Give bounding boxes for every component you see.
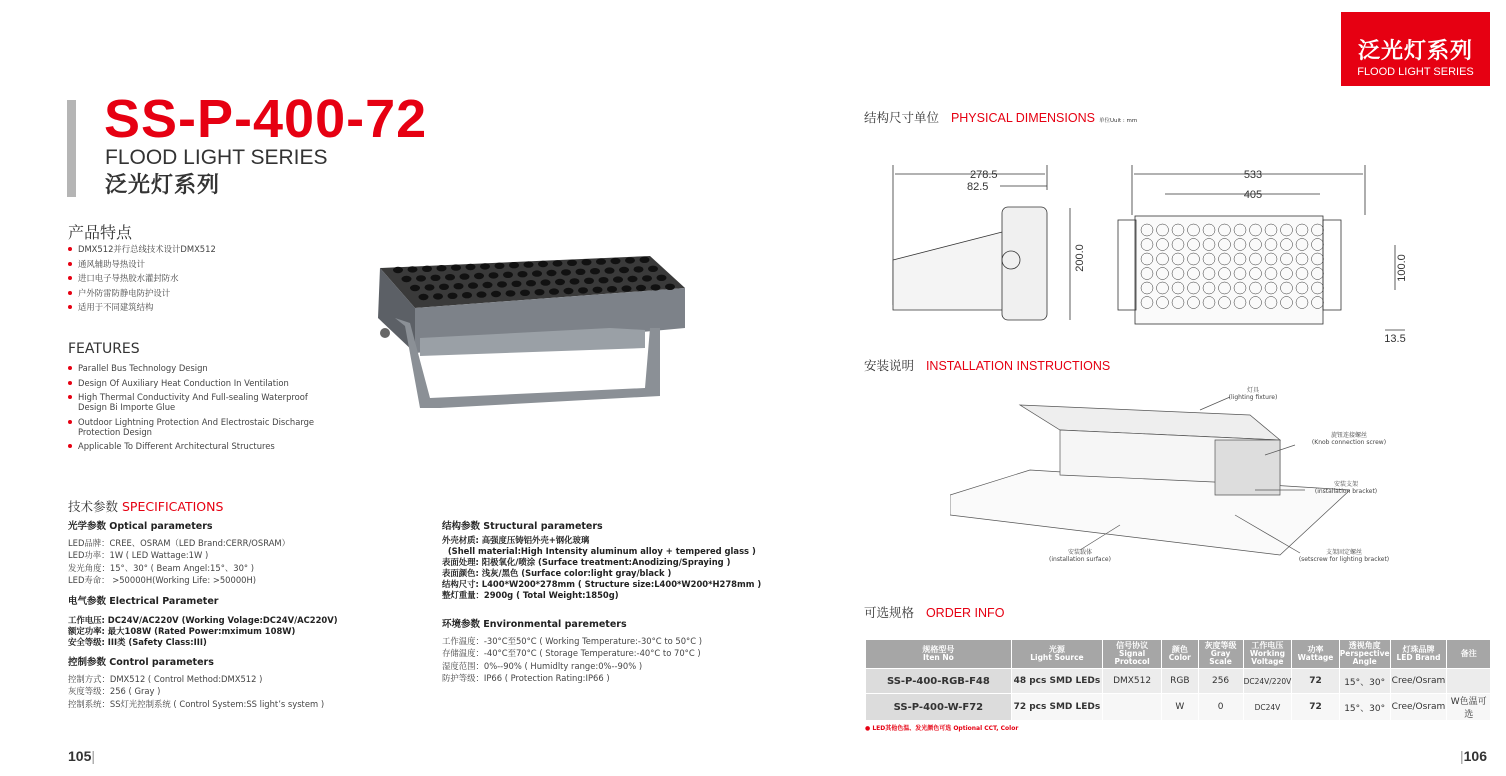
label-en: (lighting fixture) [1228,394,1278,401]
led-lens-icon [512,281,522,287]
table-cell: 72 [1292,693,1339,720]
led-lens-icon [466,264,476,270]
spec-line: 存储温度：-40°C至70°C ( Storage Temperature:-40°C to 70°C ) [442,648,701,659]
led-lens-icon [570,278,580,284]
column-header [1340,640,1390,668]
structural-params [442,521,782,601]
features-en-list [68,363,328,456]
led-lens-icon [468,282,478,288]
product-model-title: SS-P-400-72 [104,89,428,149]
led-lens-icon [555,279,565,285]
label-en: (Knob connection screw) [1311,439,1387,446]
table-cell: 15°、30° [1340,668,1390,693]
table-cell: DMX512 [1103,668,1161,693]
led-lens-icon [520,290,530,296]
led-lens-icon [640,257,650,263]
led-lens-icon [480,263,490,269]
led-lens-icon [599,277,609,283]
table-cell: 72 pcs SMD LEDs [1012,693,1102,720]
order-note: ● LED其他色温、发光颜色可选 Optional CCT, Color [865,725,1019,732]
installation-diagram [950,385,1350,570]
table-cell: 256 [1199,668,1243,693]
header-cn: 备注 [1460,649,1477,658]
column-header [1447,640,1490,668]
dimensions-heading [864,108,1137,126]
led-lens-icon [622,285,632,291]
label-en: (setscrew for lighting bracket) [1298,556,1390,563]
led-lens-icon [477,291,487,297]
column-header [1103,640,1161,668]
led-lens-icon [584,278,594,284]
led-lens-icon [419,294,429,300]
led-lens-icon [518,271,528,277]
heading-en: INSTALLATION INSTRUCTIONS [925,359,1111,373]
header-cn: 灯珠品牌 [1402,645,1435,654]
series-cn: 泛光灯系列 [105,173,221,198]
led-lens-icon [506,290,516,296]
section-heading: 环境参数 Environmental paremeters [442,619,627,630]
features-cn-list [68,244,328,317]
led-lens-icon [497,281,507,287]
led-lens-icon [553,260,563,266]
spec-line: 表面处理: 阳极氧化/喷涂 (Surface treatment:Anodizing/Spraying ) [442,556,731,567]
spec-line: 外壳材质: 高强度压铸铝外壳+钢化玻璃 [442,534,590,545]
table-cell: RGB [1162,668,1197,693]
table-header-row [866,640,1490,668]
table-cell: Cree/Osram [1391,668,1447,693]
led-lens-icon [538,261,548,267]
section-heading: 光学参数 Optical parameters [68,521,213,532]
list-item: DMX512并行总线技术设计DMX512 [68,244,328,254]
spec-line: LED寿命： >50000H(Working Life: >50000H) [68,575,257,586]
table-cell: DC24V/220V [1244,668,1292,693]
led-lens-icon [454,283,464,289]
order-info-heading [864,603,1004,621]
list-item: 通风辅助导热设计 [68,259,328,269]
spec-line: 工作温度：-30°C至50°C ( Working Temperature:-30°C to 50°C ) [442,635,703,646]
led-lens-icon [636,285,646,291]
column-header [1162,640,1197,668]
led-lens-icon [422,266,432,272]
dim-label: 533 [1243,169,1263,181]
heading-en: PHYSICAL DIMENSIONS [950,111,1095,125]
list-item: High Thermal Conductivity And Full-sealing Waterproof Design Bi Importe Glue [68,392,328,412]
label-cn: 安装支架 [1333,481,1358,488]
spec-heading-cn: 技术参数 [68,499,119,514]
label-knob-screw [1308,432,1390,446]
led-lens-icon [619,267,629,273]
header-en: Light Source [1030,653,1084,662]
header-cn: 光源 [1048,645,1065,654]
table-cell: 72 [1292,668,1339,693]
heading-cn: 可选规格 [864,605,915,620]
led-lens-icon [642,275,652,281]
spec-line: 防护等级：IP66 ( Protection Rating:IP66 ) [442,673,610,684]
page-number: 106 [1463,748,1487,764]
led-lens-icon [665,284,675,290]
led-lens-icon [448,293,458,299]
electrical-params [68,596,418,648]
heading-cn: 安装说明 [864,358,915,373]
led-lens-icon [596,258,606,264]
spec-line: LED品牌：CREE、OSRAM（LED Brand:CERR/OSRAM） [68,537,291,548]
led-lens-icon [657,275,667,281]
led-lens-icon [567,260,577,266]
label-en: (installation bracket) [1314,488,1378,495]
label-en: (installation surface) [1049,556,1111,563]
column-header [1199,640,1243,668]
spec-line: 安全等级: III类 (Safety Class:III) [68,636,207,647]
led-lens-icon [549,288,559,294]
label-installation-surface [1045,549,1115,563]
led-lens-icon [607,286,617,292]
list-item: Outdoor Lightning Protection And Electrostaic Discharge Protection Design [68,417,328,437]
section-heading: 控制参数 Control parameters [68,657,214,668]
header-en: LED Brand [1396,653,1441,662]
label-cn: 安装载体 [1067,549,1092,556]
table-cell: W [1162,693,1197,720]
led-lens-icon [410,285,420,291]
page-number-right: |106 [1460,748,1487,764]
column-header [866,640,1011,668]
series-en: FLOOD LIGHT SERIES [105,146,328,169]
heading-cn: 结构尺寸单位 [864,110,940,125]
label-installation-bracket [1306,481,1386,495]
spec-line: 控制系统：SS灯光控制系统 ( Control System:SS light’s system ) [68,698,325,709]
led-lens-icon [474,273,484,279]
dim-label: 100.0 [1396,254,1408,282]
table-cell: 48 pcs SMD LEDs [1012,668,1102,693]
led-lens-icon [648,266,658,272]
label-lighting-fixture [1218,387,1288,401]
installation-heading [864,356,1110,374]
led-lens-icon [634,266,644,272]
led-lens-icon [611,258,621,264]
led-lens-icon [535,289,545,295]
list-item: 户外防雷防静电防护设计 [68,288,328,298]
led-lens-icon [524,261,534,267]
table-cell: Cree/Osram [1391,693,1447,720]
dim-label: 82.5 [967,181,989,193]
led-lens-icon [439,284,449,290]
column-header [1292,640,1339,668]
features-en-heading: FEATURES [68,341,140,357]
page-number: 105 [68,748,92,764]
table-cell: 0 [1199,693,1243,720]
column-header [1012,640,1102,668]
label-cn: 灯具 [1246,387,1259,394]
table-row [866,693,1490,720]
list-item: Design Of Auxiliary Heat Conduction In Ventilation [68,378,328,388]
item-no-cell: SS-P-400-W-F72 [866,693,1011,720]
header-en: Color [1168,653,1191,662]
led-lens-icon [593,287,603,293]
led-lens-icon [460,273,470,279]
header-en: Wattage [1297,653,1334,662]
spec-line: (Shell material:High Intensity aluminum alloy + tempered glass ) [442,545,756,556]
led-lens-icon [491,291,501,297]
list-item: Parallel Bus Technology Design [68,363,328,373]
heading-en: ORDER INFO [925,606,1005,620]
label-cn: 支架固定螺丝 [1325,549,1362,556]
led-lens-icon [578,287,588,293]
header-cn: 功率 [1307,645,1324,654]
header-en: Working Voltage [1249,649,1285,666]
table-row [866,668,1490,693]
label-cn: 旋钮连接螺丝 [1330,432,1367,439]
list-item: 适用于不同建筑结构 [68,302,328,312]
label-setscrew [1296,549,1392,563]
led-lens-icon [509,262,519,268]
led-lens-icon [651,284,661,290]
control-params [68,657,418,710]
item-no-cell: SS-P-400-RGB-F48 [866,668,1011,693]
header-en: Gray Scale [1209,649,1232,666]
section-heading: 电气参数 Electrical Parameter [68,596,219,607]
environmental-params [442,619,782,685]
led-lens-icon [445,274,455,280]
led-lens-icon [605,267,615,273]
led-lens-icon [628,276,638,282]
led-lens-icon [526,280,536,286]
led-lens-icon [582,259,592,265]
led-lens-icon [416,275,426,281]
led-lens-icon [576,269,586,275]
dim-label: 200.0 [1074,244,1086,272]
spec-line: 灰度等级：256 ( Gray ) [68,686,161,697]
spec-line: 额定功率: 最大108W (Rated Power:mximum 108W) [68,625,296,636]
table-cell: W色温可选 [1447,693,1490,720]
header-cn: 信号协议 [1116,641,1149,650]
header-cn: 灰度等级 [1204,641,1237,650]
header-cn: 规格型号 [922,645,955,654]
led-lens-icon [408,266,418,272]
spec-heading-en: SPECIFICATIONS [122,499,224,514]
header-en: Signal Protocol [1114,649,1150,666]
led-lens-icon [547,270,557,276]
optical-params [68,521,418,587]
badge-en: FLOOD LIGHT SERIES [1357,66,1474,78]
spec-line: 发光角度：15°、30° ( Beam Angel:15°、30° ) [68,562,255,573]
section-heading: 结构参数 Structural parameters [442,521,603,532]
header-cn: 工作电压 [1251,641,1284,650]
header-en: Iten No [922,653,954,662]
led-lens-icon [393,267,403,273]
column-header [1244,640,1292,668]
led-lens-icon [625,257,635,263]
header-cn: 透视角度 [1348,641,1381,650]
led-lens-icon [483,282,493,288]
spec-line: 结构尺寸: L400*W200*278mm ( Structure size:L400*W200*H278mm ) [442,578,762,589]
led-lens-icon [431,275,441,281]
order-info-table [865,640,1491,720]
spec-line: 工作电压: DC24V/AC220V (Working Volage:DC24V/AC220V) [68,614,338,625]
spec-line: 整灯重量：2900g ( Total Weight:1850g) [442,589,619,600]
spec-line: 湿度范围：0%--90% ( Humidlty range:0%--90% ) [442,660,643,671]
unit-note: 单位Uuit : mm [1098,118,1138,124]
led-lens-icon [425,284,435,290]
table-cell: 15°、30° [1340,693,1390,720]
led-lens-icon [503,272,513,278]
table-cell [1103,693,1161,720]
led-lens-icon [532,270,542,276]
led-lens-icon [437,265,447,271]
dimension-drawings [885,160,1415,345]
dim-label: 278.5 [970,169,998,181]
led-lens-icon [489,272,499,278]
header-en: Perspective Angle [1339,649,1390,666]
header-cn: 颜色 [1171,645,1188,654]
badge-cn: 泛光灯系列 [1357,39,1473,64]
led-lens-icon [433,293,443,299]
dim-label: 13.5 [1384,333,1406,345]
led-lens-icon [613,276,623,282]
specifications-heading [68,497,223,515]
product-photo [360,248,695,413]
led-lens-icon [564,288,574,294]
page-number-left: 105| [68,748,95,764]
column-header [1391,640,1447,668]
list-item: 进口电子导热胶水灌封防水 [68,273,328,283]
table-cell [1447,668,1490,693]
led-lens-icon [402,276,412,282]
spec-line: 表面颜色: 浅灰/黑色 (Surface color:light gray/black ) [442,567,672,578]
list-item: Applicable To Different Architectural Structures [68,441,328,451]
led-lens-icon [590,268,600,274]
series-badge [1341,12,1490,86]
led-lens-icon [462,292,472,298]
led-lens-icon [561,269,571,275]
spec-line: LED功率：1W ( LED Wattage:1W ) [68,550,209,561]
led-lens-icon [451,264,461,270]
table-cell: DC24V [1244,693,1292,720]
led-lens-icon [495,263,505,269]
title-accent-bar [67,100,76,197]
spec-line: 控制方式：DMX512 ( Control Method:DMX512 ) [68,673,263,684]
features-cn-heading: 产品特点 [68,223,133,242]
led-lens-icon [541,279,551,285]
dim-label: 405 [1243,189,1263,201]
